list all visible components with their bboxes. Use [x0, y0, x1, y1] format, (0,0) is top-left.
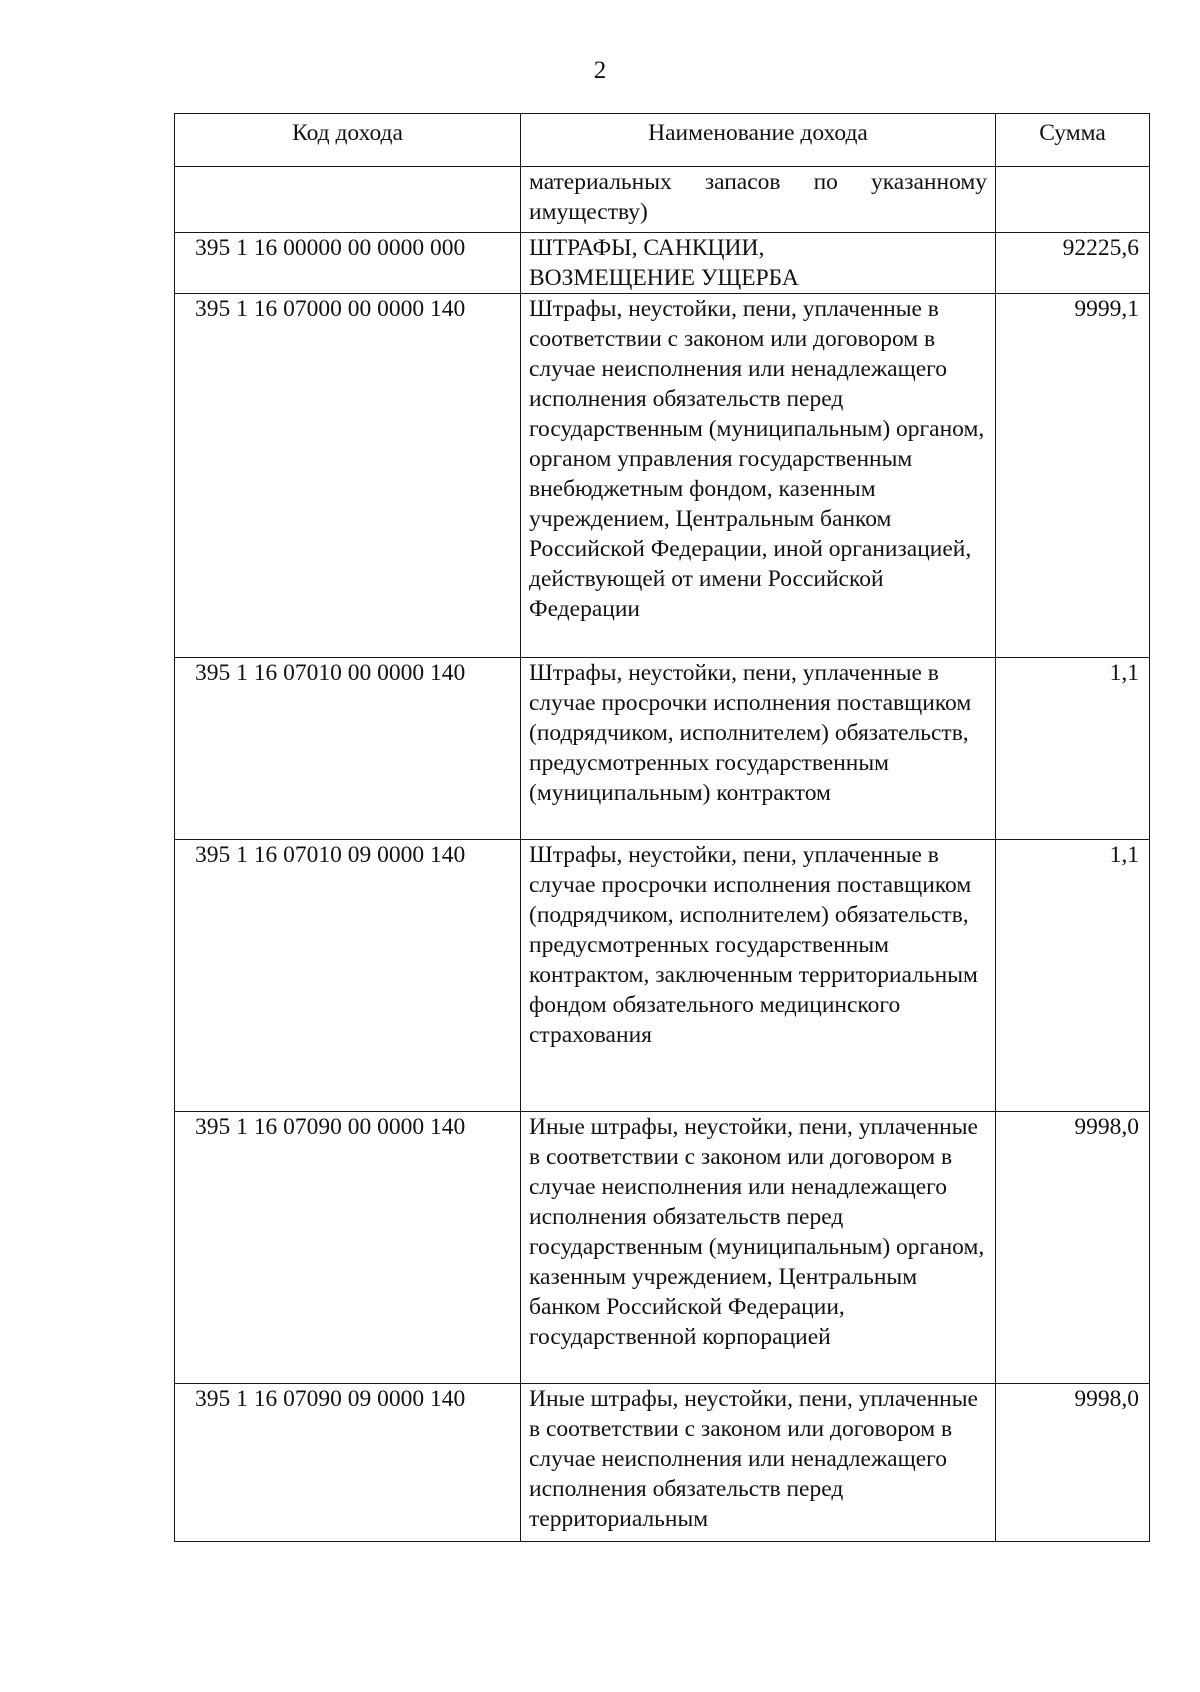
header-sum: Сумма — [996, 114, 1150, 167]
revenue-table — [174, 113, 1150, 1542]
income-name: Штрафы, неустойки, пени, уплаченные в случае просрочки исполнения поставщиком (подрядчиком, исполнителем) обязательств, предусмотренных государственным контрактом, заключенным территориальным фондом обязательного медицинского страхования — [521, 840, 996, 1112]
income-code: 395 1 16 07010 00 0000 140 — [175, 658, 521, 840]
income-code: 395 1 16 07090 09 0000 140 — [175, 1384, 521, 1542]
income-name: Штрафы, неустойки, пени, уплаченные в соответствии с законом или договором в случае неисполнения или ненадлежащего исполнения обязательств перед государственным (муниципальным) органом, органом управления государственным внебюджетным фондом, казенным учреждением, Центральным банком Российской Федерации, иной организацией, действующей от имени Российской Федерации — [521, 294, 996, 658]
income-name: Иные штрафы, неустойки, пени, уплаченные в соответствии с законом или договором в случае неисполнения или ненадлежащего исполнения обязательств перед территориальным — [521, 1384, 996, 1542]
income-name: Штрафы, неустойки, пени, уплаченные в случае просрочки исполнения поставщиком (подрядчиком, исполнителем) обязательств, предусмотренных государственным (муниципальным) контрактом — [521, 658, 996, 840]
income-code: 395 1 16 00000 00 0000 000 — [175, 233, 521, 294]
table-row — [175, 840, 1150, 1112]
header-code: Код дохода — [175, 114, 521, 167]
income-name: материальных запасов по указанному имуществу) — [521, 167, 996, 233]
table-row — [175, 1384, 1150, 1542]
income-code: 395 1 16 07090 00 0000 140 — [175, 1112, 521, 1384]
income-code — [175, 167, 521, 233]
income-sum: 1,1 — [996, 840, 1150, 1112]
income-name: Иные штрафы, неустойки, пени, уплаченные в соответствии с законом или договором в случае неисполнения или ненадлежащего исполнения обязательств перед государственным (муниципальным) органом, казенным учреждением, Центральным банком Российской Федерации, государственной корпорацией — [521, 1112, 996, 1384]
income-sum: 9998,0 — [996, 1384, 1150, 1542]
header-name: Наименование дохода — [521, 114, 996, 167]
income-sum: 92225,6 — [996, 233, 1150, 294]
income-code: 395 1 16 07000 00 0000 140 — [175, 294, 521, 658]
page-number: 2 — [593, 57, 607, 84]
table-header-row — [175, 114, 1150, 167]
income-sum — [996, 167, 1150, 233]
income-name: ШТРАФЫ, САНКЦИИ, ВОЗМЕЩЕНИЕ УЩЕРБА — [521, 233, 996, 294]
income-sum: 9998,0 — [996, 1112, 1150, 1384]
table-row — [175, 658, 1150, 840]
table-row — [175, 294, 1150, 658]
table-row — [175, 167, 1150, 233]
income-sum: 1,1 — [996, 658, 1150, 840]
table-row — [175, 233, 1150, 294]
income-sum: 9999,1 — [996, 294, 1150, 658]
table-row — [175, 1112, 1150, 1384]
income-code: 395 1 16 07010 09 0000 140 — [175, 840, 521, 1112]
